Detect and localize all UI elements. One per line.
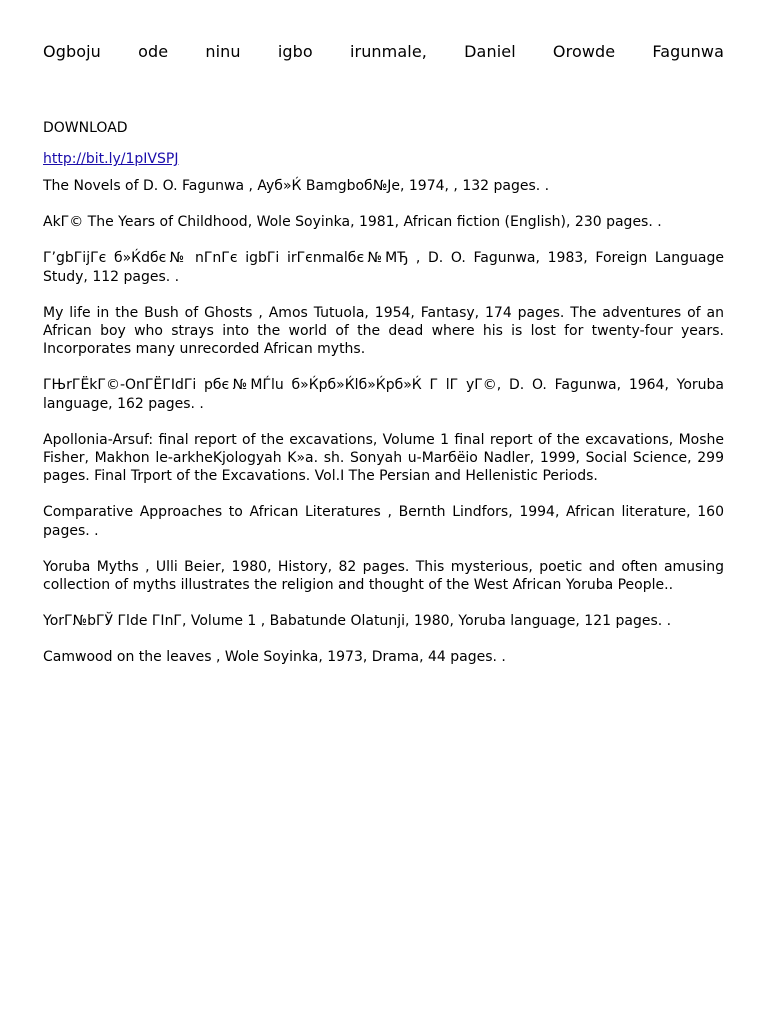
- download-link[interactable]: http://bit.ly/1pIVSPJ: [43, 151, 179, 167]
- list-item: My life in the Bush of Ghosts , Amos Tutuola, 1954, Fantasy, 174 pages. The adventures of an African boy who strays into the world of the dead where his is lost for twenty-four years. Incorporates many unrecorded African myths.: [43, 304, 724, 358]
- list-item: Apollonia-Arsuf: final report of the excavations, Volume 1 final report of the excavations, Moshe Fisher, Makhon le-arkheKjologyah K»a. sh. Sonyah u-Marбёio Nadler, 1999, Social Science, 299 pages. Final Trport of the Excavations. Vol.I The Persian and Hellenistic Periods.: [43, 431, 724, 485]
- list-item: YorГ№bГЎ Гlde ГІnГ, Volume 1 , Babatunde Olatunji, 1980, Yoruba language, 121 pages. .: [43, 613, 672, 630]
- document-page: [43, 40, 724, 685]
- document-title: Ogboju ode ninu igbo irunmale, Daniel Orowde Fagunwa: [43, 42, 724, 61]
- download-label: DOWNLOAD: [43, 120, 128, 136]
- list-item: ГЊrГЁkГ©-OnГЁГІdГі рбє№МЃlu б»Ќрб»Ќlб»Ќрб»Ќ Г lГ уГ©, D. O. Fagunwa, 1964, Yoruba language, 162 pages. .: [43, 377, 724, 412]
- list-item: AkГ© The Years of Childhood, Wole Soyinka, 1981, African fiction (English), 230 pages. .: [43, 214, 662, 231]
- list-item: The Novels of D. O. Fagunwa , Ayб»Ќ Bamgboб№Јe, 1974, , 132 pages. .: [43, 178, 550, 194]
- list-item: Comparative Approaches to African Literatures , Bernth Lindfors, 1994, African literature, 160 pages. .: [43, 504, 724, 539]
- list-item: Camwood on the leaves , Wole Soyinka, 1973, Drama, 44 pages. .: [43, 649, 506, 666]
- book-list: [43, 177, 724, 667]
- list-item: Г’gbГіjГє б»Ќdбє№ nГnГє igbГі irГєnmalбє№МЂ , D. O. Fagunwa, 1983, Foreign Language Study, 112 pages. .: [43, 250, 724, 285]
- list-item: Yoruba Myths , Ulli Beier, 1980, History, 82 pages. This mysterious, poetic and often amusing collection of myths illustrates the religion and thought of the West African Yoruba People..: [43, 558, 724, 594]
